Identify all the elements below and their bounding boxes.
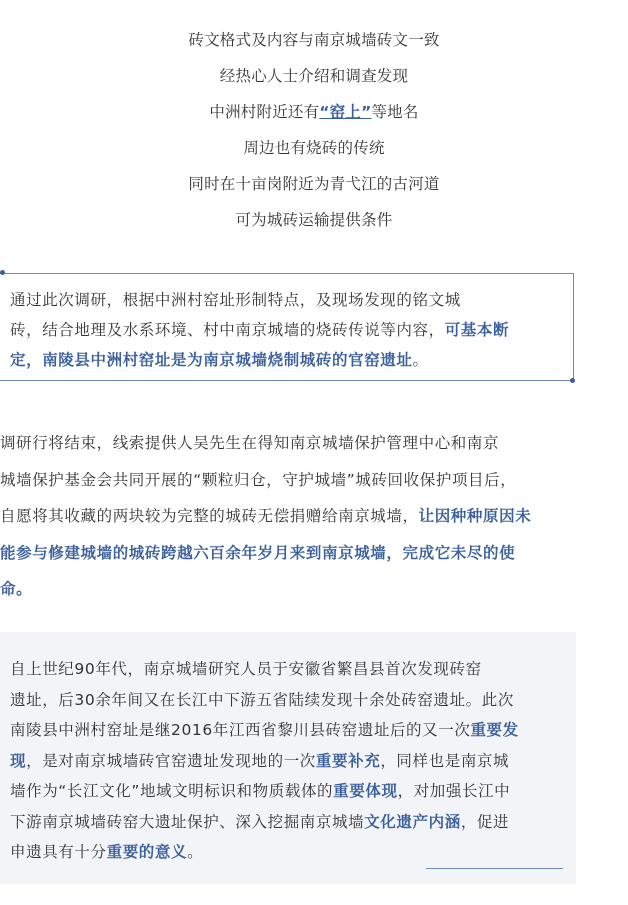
middle-line-4-highlight: 能参与修建城墙的城砖跨越六百余年岁月来到南京城墙，完成它未尽的使 [0,543,516,562]
bottom-line-6 [10,807,572,838]
bottom-line-3-before: 南陵县中洲村窑址是继2016年江西省黎川县砖窑遗址后的又一次 [10,721,471,739]
intro-line-2: 经热心人士介绍和调查发现 [219,67,409,85]
bottom-line-7 [10,837,572,868]
middle-line-5-highlight: 命。 [0,580,33,598]
quote-paragraph [10,285,570,375]
bottom-line-6-after: ，促进 [460,812,510,831]
bottom-line-7-before: 申遗具有十分 [10,843,107,861]
bottom-line-4 [10,746,572,777]
bottom-line-5-highlight: 重要体现 [333,782,398,800]
bottom-line-7-highlight: 重要的意义 [106,843,188,861]
quote-line-3-after: 。 [412,351,429,369]
bottom-line-3-highlight: 重要发 [470,721,519,739]
bottom-line-5-after: ，对加强长江中 [397,782,511,800]
quote-line-2-highlight: 可基本断 [444,321,510,339]
bottom-line-4-after: ，同样也是南京城 [380,751,510,770]
bottom-line-6-highlight: 文化遗产内涵 [364,812,461,831]
quote-line-1: 通过此次调研，根据中洲村窑址形制特点，及现场发现的铭文城 [10,291,461,309]
middle-line-5 [0,571,580,608]
bottom-line-4-highlight-b: 重要补充 [315,751,381,770]
bottom-line-3 [10,715,572,746]
bottom-line-2: 遗址，后30余年间又在长江中下游五省陆续发现十余处砖窑遗址。此次 [10,690,514,709]
intro-line-4: 周边也有烧砖的传统 [243,139,385,157]
bottom-paragraph [10,654,572,868]
intro-line-1: 砖文格式及内容与南京城墙砖文一致 [188,31,440,49]
bottom-line-7-after: 。 [187,843,204,861]
bottom-line-4-highlight-a: 现 [10,751,27,770]
intro-line-3-after: 等地名 [371,103,419,121]
middle-line-4 [0,535,580,572]
intro-line-3-highlight: “窑上” [319,103,372,121]
bottom-line-1: 自上世纪90年代，南京城墙研究人员于安徽省繁昌县首次发现砖窑 [10,660,482,678]
quote-line-3-highlight: 定，南陵县中洲村窑址是为南京城墙烧制城砖的官窑遗址 [10,351,413,369]
middle-paragraph [0,425,580,608]
quote-line-2 [10,315,570,345]
middle-line-3-before: 自愿将其收藏的两块较为完整的城砖无偿捐赠给南京城墙， [0,507,419,525]
bottom-line-5 [10,776,572,807]
quote-corner-dot-bottom-right [570,378,575,383]
quote-corner-dot-top-left [0,270,5,275]
intro-line-3 [0,94,628,130]
bottom-line-6-before: 下游南京城墙砖窑大遗址保护、深入挖掘南京城墙 [10,812,365,831]
bottom-line-5-before: 墙作为“长江文化”地域文明标识和物质载体的 [10,782,334,800]
bottom-divider-line [426,868,563,869]
intro-lines [0,22,628,238]
intro-line-6: 可为城砖运输提供条件 [235,211,393,229]
middle-line-3 [0,498,580,535]
quote-line-2-before: 砖，结合地理及水系环境、村中南京城墙的烧砖传说等内容， [10,321,445,339]
intro-line-5: 同时在十亩岗附近为青弋江的古河道 [188,175,440,193]
middle-line-1: 调研行将结束，线索提供人吴先生在得知南京城墙保护管理中心和南京 [0,434,500,452]
middle-line-2: 城墙保护基金会共同开展的“颗粒归仓，守护城墙”城砖回收保护项目后， [0,470,517,489]
bottom-line-4-mid: ，是对南京城墙砖官窑遗址发现地的一次 [26,751,316,770]
middle-line-3-highlight: 让因种种原因未 [418,507,532,525]
intro-line-3-before: 中洲村附近还有 [209,103,320,121]
quote-line-3 [10,345,570,375]
